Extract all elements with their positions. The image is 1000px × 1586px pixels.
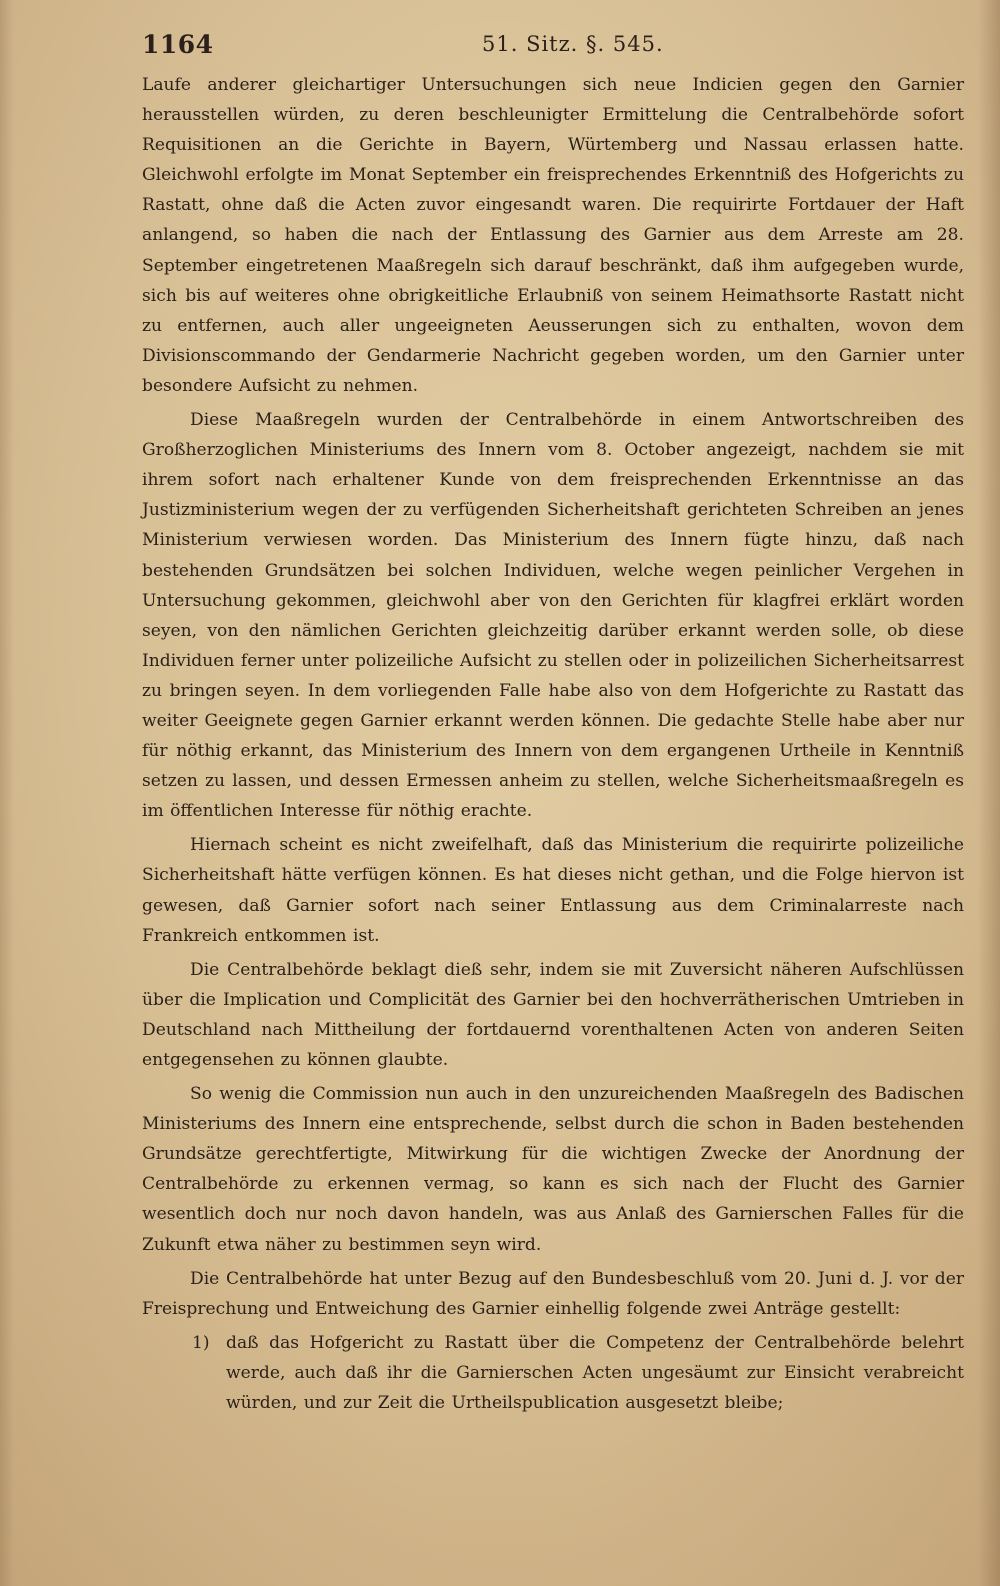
list-item-number: 1)	[192, 1332, 210, 1353]
paragraph: Die Centralbehörde hat unter Bezug auf den Bundesbeschluß vom 20. Juni d. J. vor der Freisprechung und Entweichung des Garnier einhellig folgende zwei Anträge gestellt:	[142, 1268, 964, 1319]
running-head: 51. Sitz. §. 545.	[482, 32, 664, 56]
body-text	[142, 70, 964, 1418]
paragraph: Diese Maaßregeln wurden der Centralbehörde in einem Antwortschreiben des Großherzoglichen Ministeriums des Innern vom 8. October angezeigt, nachdem sie mit ihrem sofort nach erhaltener Kunde von dem freisprechenden Erkenntnisse an das Justizministerium wegen der zu verfügenden Sicherheitshaft gerichteten Schreiben an jenes Ministerium verwiesen worden. Das Ministerium des Innern fügte hinzu, daß nach bestehenden Grundsätzen bei solchen Individuen, welche wegen peinlicher Vergehen in Untersuchung gekommen, gleichwohl aber von den Gerichten für klagfrei erklärt worden seyen, von den nämlichen Gerichten gleichzeitig darüber erkannt werden solle, ob diese Individuen ferner unter polizeiliche Aufsicht zu stellen oder in polizeilichen Sicherheitsarrest zu bringen seyen. In dem vorliegenden Falle habe also von dem Hofgerichte zu Rastatt das weiter Geeignete gegen Garnier erkannt werden können. Die gedachte Stelle habe aber nur für nöthig erkannt, das Ministerium des Innern von dem ergangenen Urtheile in Kenntniß setzen zu lassen, und dessen Ermessen anheim zu stellen, welche Sicherheitsmaaßregeln es im öffentlichen Interesse für nöthig erachte.	[142, 410, 964, 822]
page-number: 1164	[142, 30, 214, 59]
list-item	[142, 1328, 964, 1418]
page-header	[142, 30, 964, 64]
paragraph: Hiernach scheint es nicht zweifelhaft, daß das Ministerium die requirirte polizeiliche Sicherheitshaft hätte verfügen können. Es hat dieses nicht gethan, und die Folge hiervon ist gewesen, daß Garnier sofort nach seiner Entlassung aus dem Criminalarreste nach Frankreich entkommen ist.	[142, 835, 964, 946]
paragraph: So wenig die Commission nun auch in den unzureichenden Maaßregeln des Badischen Ministeriums des Innern eine entsprechende, selbst durch die schon in Baden bestehenden Grundsätze gerechtfertigte, Mitwirkung für die wichtigen Zwecke der Anordnung der Centralbehörde zu erkennen vermag, so kann es sich nach der Flucht des Garnier wesentlich doch nur noch davon handeln, was aus Anlaß des Garnierschen Falles für die Zukunft etwa näher zu bestimmen seyn wird.	[142, 1084, 964, 1255]
paragraph: Laufe anderer gleichartiger Untersuchungen sich neue Indicien gegen den Garnier herausstellen würden, zu deren beschleunigter Ermittelung die Centralbehörde sofort Requisitionen an die Gerichte in Bayern, Würtemberg und Nassau erlassen hatte. Gleichwohl erfolgte im Monat September ein freisprechendes Erkenntniß des Hofgerichts zu Rastatt, ohne daß die Acten zuvor eingesandt waren. Die requirirte Fortdauer der Haft anlangend, so haben die nach der Entlassung des Garnier aus dem Arreste am 28. September eingetretenen Maaßregeln sich darauf beschränkt, daß ihm aufgegeben wurde, sich bis auf weiteres ohne obrigkeitliche Erlaubniß von seinem Heimathsorte Rastatt nicht zu entfernen, auch aller ungeeigneten Aeusserungen sich zu enthalten, wovon dem Divisionscommando der Gendarmerie Nachricht gegeben worden, um den Garnier unter besondere Aufsicht zu nehmen.	[142, 75, 964, 396]
list-item-text: daß das Hofgericht zu Rastatt über die Competenz der Centralbehörde belehrt werde, auch daß ihr die Garnierschen Acten ungesäumt zur Einsicht verabreicht würden, und zur Zeit die Urtheilspublication ausgesetzt bleibe;	[226, 1332, 964, 1414]
paragraph: Die Centralbehörde beklagt dieß sehr, indem sie mit Zuversicht näheren Aufschlüssen über die Implication und Complicität des Garnier bei den hochverrätherischen Umtrieben in Deutschland nach Mittheilung der fortdauernd vorenthaltenen Acten von anderen Seiten entgegensehen zu können glaubte.	[142, 959, 964, 1070]
